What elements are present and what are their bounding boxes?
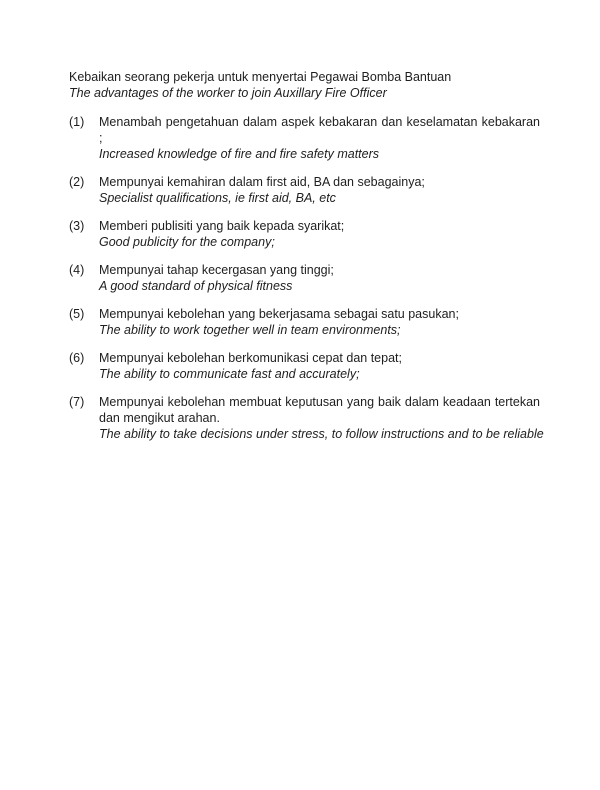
item-number: (4) xyxy=(69,263,85,277)
item-text-malay: Mempunyai kebolehan yang bekerjasama sebagai satu pasukan; xyxy=(99,307,459,321)
item-text-english: The ability to take decisions under stress, to follow instructions and to be reliable xyxy=(99,427,544,441)
item-number: (1) xyxy=(69,115,85,129)
item-number: (2) xyxy=(69,175,85,189)
item-body xyxy=(99,350,540,382)
item-text-malay: Mempunyai kemahiran dalam first aid, BA dan sebagainya; xyxy=(99,175,425,189)
item-text-malay: Menambah pengetahuan dalam aspek kebakaran dan keselamatan kebakaran ; xyxy=(99,115,540,145)
document-header xyxy=(69,69,540,101)
item-body xyxy=(99,218,540,250)
item-text-malay: Mempunyai tahap kecergasan yang tinggi; xyxy=(99,263,334,277)
list-item xyxy=(69,114,540,162)
item-text-english: Specialist qualifications, ie first aid, BA, etc xyxy=(99,191,336,205)
numbered-list xyxy=(69,114,544,442)
item-text-malay: Mempunyai kebolehan membuat keputusan yang baik dalam keadaan tertekan dan mengikut arahan. xyxy=(99,395,540,425)
list-item xyxy=(69,306,540,338)
item-body xyxy=(99,394,544,442)
item-text-english: Increased knowledge of fire and fire safety matters xyxy=(99,147,380,161)
list-item xyxy=(69,350,540,382)
item-body xyxy=(99,262,540,294)
item-number: (7) xyxy=(69,395,85,409)
item-number: (5) xyxy=(69,307,85,321)
item-text-malay: Memberi publisiti yang baik kepada syarikat; xyxy=(99,219,345,233)
item-text-english: The ability to communicate fast and accurately; xyxy=(99,367,360,381)
item-body xyxy=(99,174,540,206)
item-body xyxy=(99,114,540,162)
list-item xyxy=(69,174,540,206)
item-text-english: The ability to work together well in team environments; xyxy=(99,323,401,337)
list-item xyxy=(69,218,540,250)
list-item xyxy=(69,262,540,294)
item-number: (3) xyxy=(69,219,85,233)
title-malay: Kebaikan seorang pekerja untuk menyertai Pegawai Bomba Bantuan xyxy=(69,70,452,84)
list-item xyxy=(69,394,544,442)
item-text-english: A good standard of physical fitness xyxy=(99,279,293,293)
item-body xyxy=(99,306,540,338)
item-number: (6) xyxy=(69,351,85,365)
title-english: The advantages of the worker to join Auxillary Fire Officer xyxy=(69,86,387,100)
item-text-malay: Mempunyai kebolehan berkomunikasi cepat dan tepat; xyxy=(99,351,402,365)
item-text-english: Good publicity for the company; xyxy=(99,235,275,249)
